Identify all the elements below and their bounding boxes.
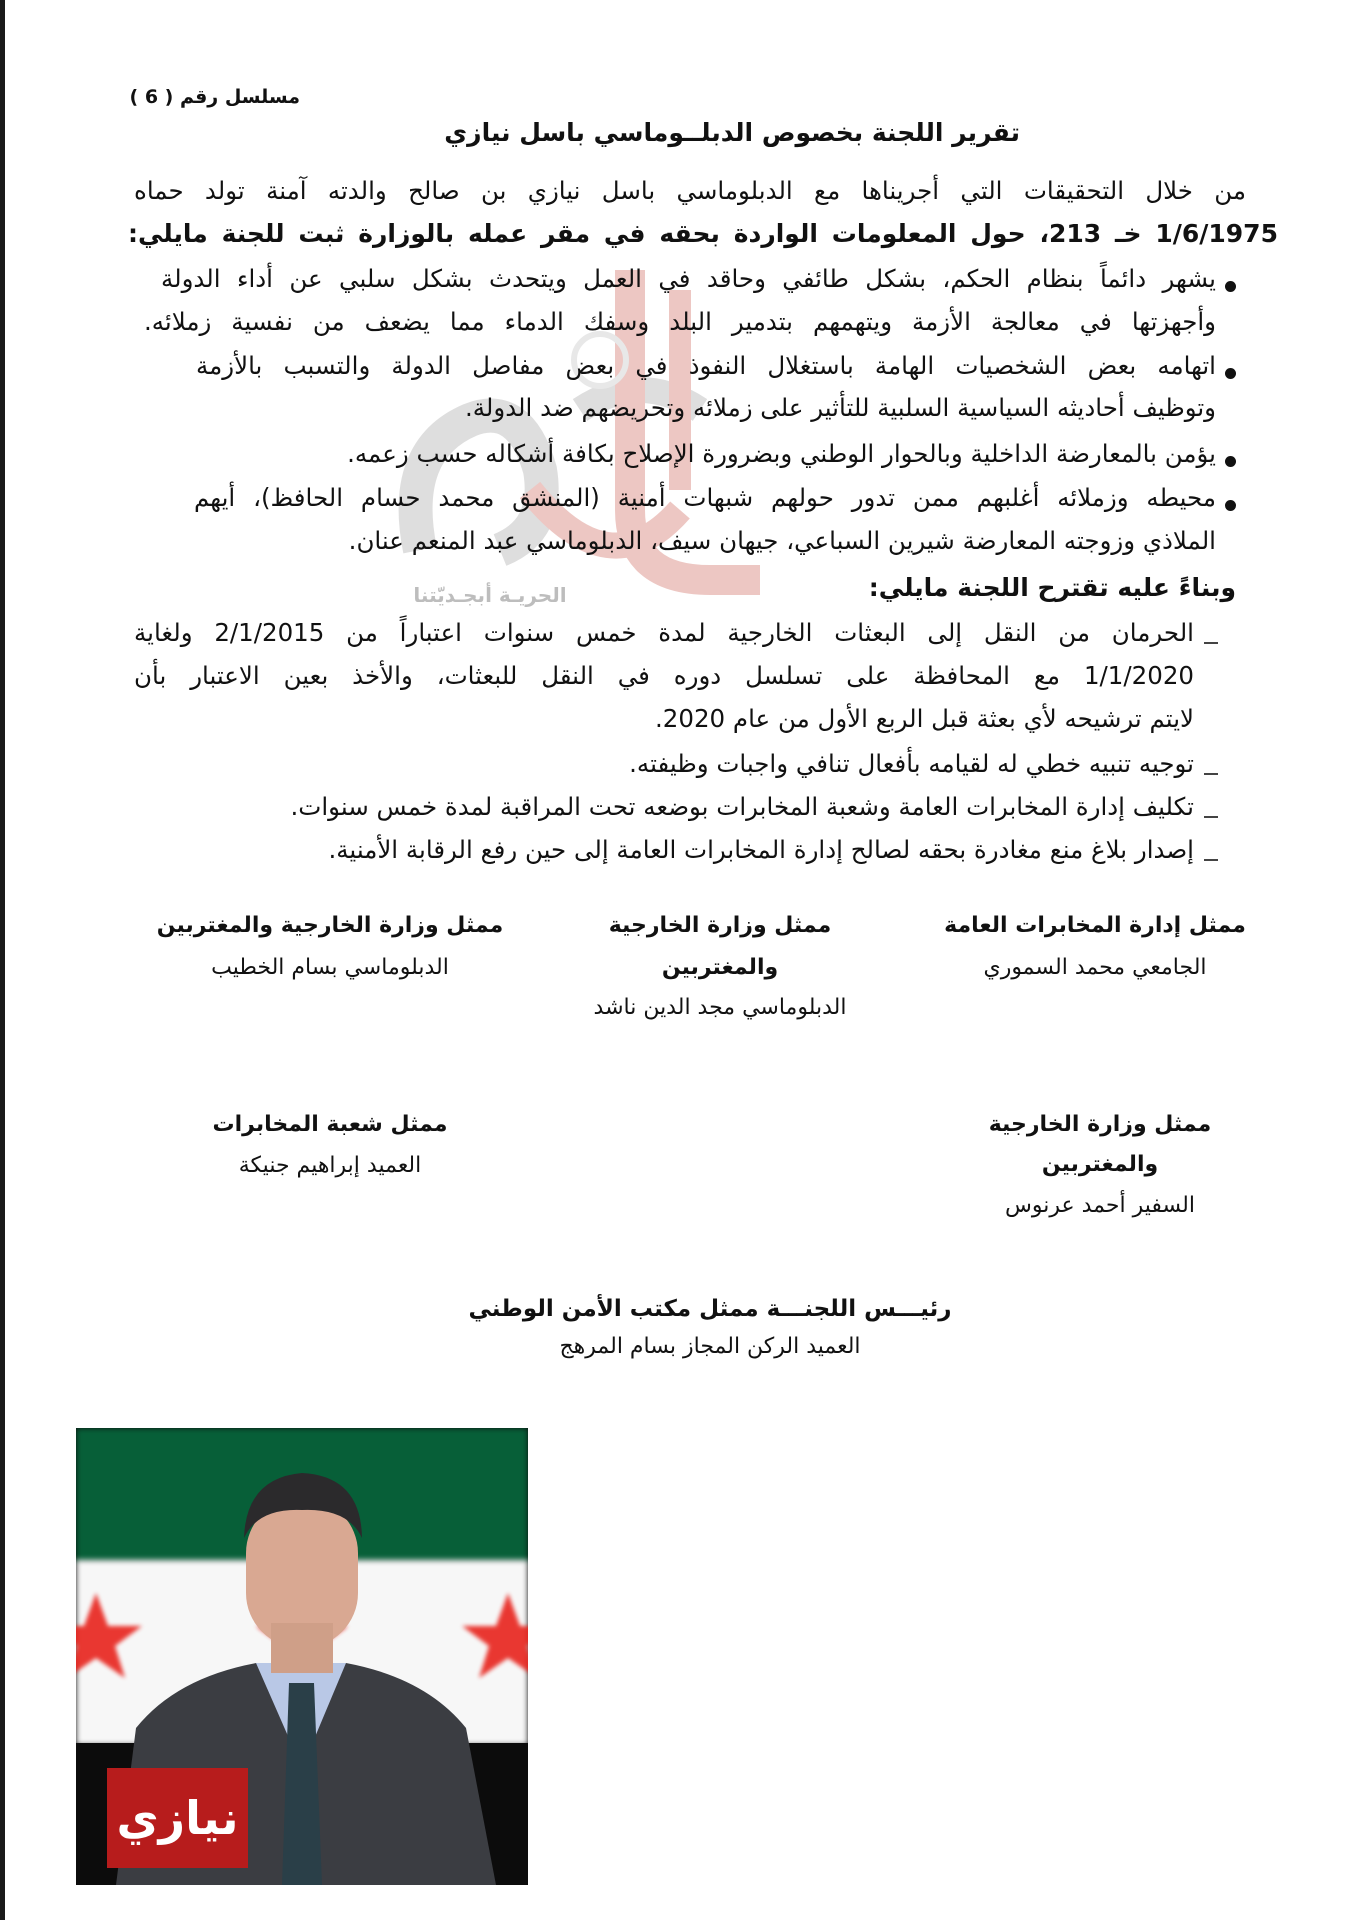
finding-4-line-1: محيطه وزملائه أغلبهم ممن تدور حولهم شبهات أمنية (المنشق محمد حسام الحافظ)، أيهم: [194, 483, 1216, 512]
name-badge-text: نيازي: [116, 1791, 239, 1845]
page-left-border: [0, 0, 5, 1920]
proposal-1-line-1: الحرمان من النقل إلى البعثات الخارجية لمدة خمس سنوات اعتباراً من 2/1/2015 ولغاية: [134, 618, 1194, 647]
intro-line-1: من خلال التحقيقات التي أجريناها مع الدبلوماسي باسل نيازي بن صالح والدته آمنة تولد حماه: [134, 176, 1246, 205]
finding-4-line-2: الملاذي وزوجته المعارضة شيرين السباعي، جيهان سيف، الدبلوماسي عبد المنعم عنان.: [348, 526, 1216, 555]
chair-title: رئيـــس اللجنـــة ممثل مكتب الأمن الوطني: [468, 1296, 952, 1322]
star-icon: [462, 1593, 528, 1678]
watermark-logo: [380, 250, 820, 610]
signatory-title: ممثل إدارة المخابرات العامة: [944, 913, 1246, 938]
document-title: تقرير اللجنة بخصوص الدبلــوماسي باسل نيازي: [444, 118, 1020, 147]
signatory-title: ممثل شعبة المخابرات: [212, 1112, 448, 1137]
signatory-title: ممثل وزارة الخارجية: [988, 1112, 1212, 1137]
proposal-heading: وبناءً عليه تقترح اللجنة مايلي:: [868, 573, 1236, 602]
finding-2-line-2: وتوظيف أحاديثه السياسية السلبية للتأثير على زملائه وتحريضهم ضد الدولة.: [464, 393, 1216, 422]
dash-icon: [1204, 816, 1218, 818]
portrait-photo: [76, 1428, 528, 1885]
signatory-name: السفير أحمد عرنوس: [1005, 1193, 1195, 1218]
signatory-title-cont: والمغتربين: [1041, 1152, 1159, 1177]
signatory-name: الدبلوماسي بسام الخطيب: [211, 955, 449, 980]
watermark-tagline: الحريـة أبجـديّتنا: [413, 583, 567, 607]
finding-2-line-1: اتهامه بعض الشخصيات الهامة باستغلال النفوذ في بعض مفاصل الدولة والتسبب بالأزمة: [196, 351, 1216, 380]
bullet-icon: [1225, 456, 1236, 467]
proposal-3-line-1: تكليف إدارة المخابرات العامة وشعبة المخابرات بوضعه تحت المراقبة لمدة خمس سنوات.: [290, 792, 1194, 821]
intro-line-2: 1/6/1975 خـ 213، حول المعلومات الواردة بحقه في مقر عمله بالوزارة ثبت للجنة مايلي:: [128, 219, 1278, 248]
proposal-2-line-1: توجيه تنبيه خطي له لقيامه بأفعال تنافي واجبات وظيفته.: [629, 749, 1194, 778]
serial-number: مسلسل رقم ( 6 ): [129, 86, 300, 108]
signatory-name: الدبلوماسي مجد الدين ناشد: [593, 995, 847, 1020]
signatory-title: ممثل وزارة الخارجية والمغتربين: [156, 913, 504, 938]
signatory-title-cont: والمغتربين: [661, 955, 779, 980]
proposal-1-line-2: 1/1/2020 مع المحافظة على تسلسل دوره في النقل للبعثات، والأخذ بعين الاعتبار بأن: [134, 661, 1194, 690]
finding-3-line-1: يؤمن بالمعارضة الداخلية وبالحوار الوطني وبضرورة الإصلاح بكافة أشكاله حسب زعمه.: [347, 439, 1216, 468]
bullet-icon: [1225, 368, 1236, 379]
dash-icon: [1204, 859, 1218, 861]
finding-1-line-1: يشهر دائماً بنظام الحكم، بشكل طائفي وحاقد في العمل ويتحدث بشكل سلبي عن أداء الدولة: [161, 264, 1216, 293]
dash-icon: [1204, 642, 1218, 644]
chair-name: العميد الركن المجاز بسام المرهج: [559, 1334, 861, 1359]
signatory-title: ممثل وزارة الخارجية: [608, 913, 832, 938]
bullet-icon: [1225, 281, 1236, 292]
proposal-4-line-1: إصدار بلاغ منع مغادرة بحقه لصالح إدارة المخابرات العامة إلى حين رفع الرقابة الأمنية.: [328, 835, 1194, 864]
signatory-name: العميد إبراهيم جنيكة: [238, 1153, 422, 1178]
signatory-name: الجامعي محمد السموري: [983, 955, 1207, 980]
proposal-1-line-3: لايتم ترشيحه لأي بعثة قبل الربع الأول من عام 2020.: [654, 704, 1194, 733]
star-icon: [76, 1593, 142, 1678]
bullet-icon: [1225, 500, 1236, 511]
dash-icon: [1204, 773, 1218, 775]
finding-1-line-2: وأجهزتها في معالجة الأزمة ويتهمهم بتدمير البلد وسفك الدماء مما يضعف من نفسية زملائه.: [144, 307, 1216, 336]
name-badge: [107, 1768, 248, 1868]
